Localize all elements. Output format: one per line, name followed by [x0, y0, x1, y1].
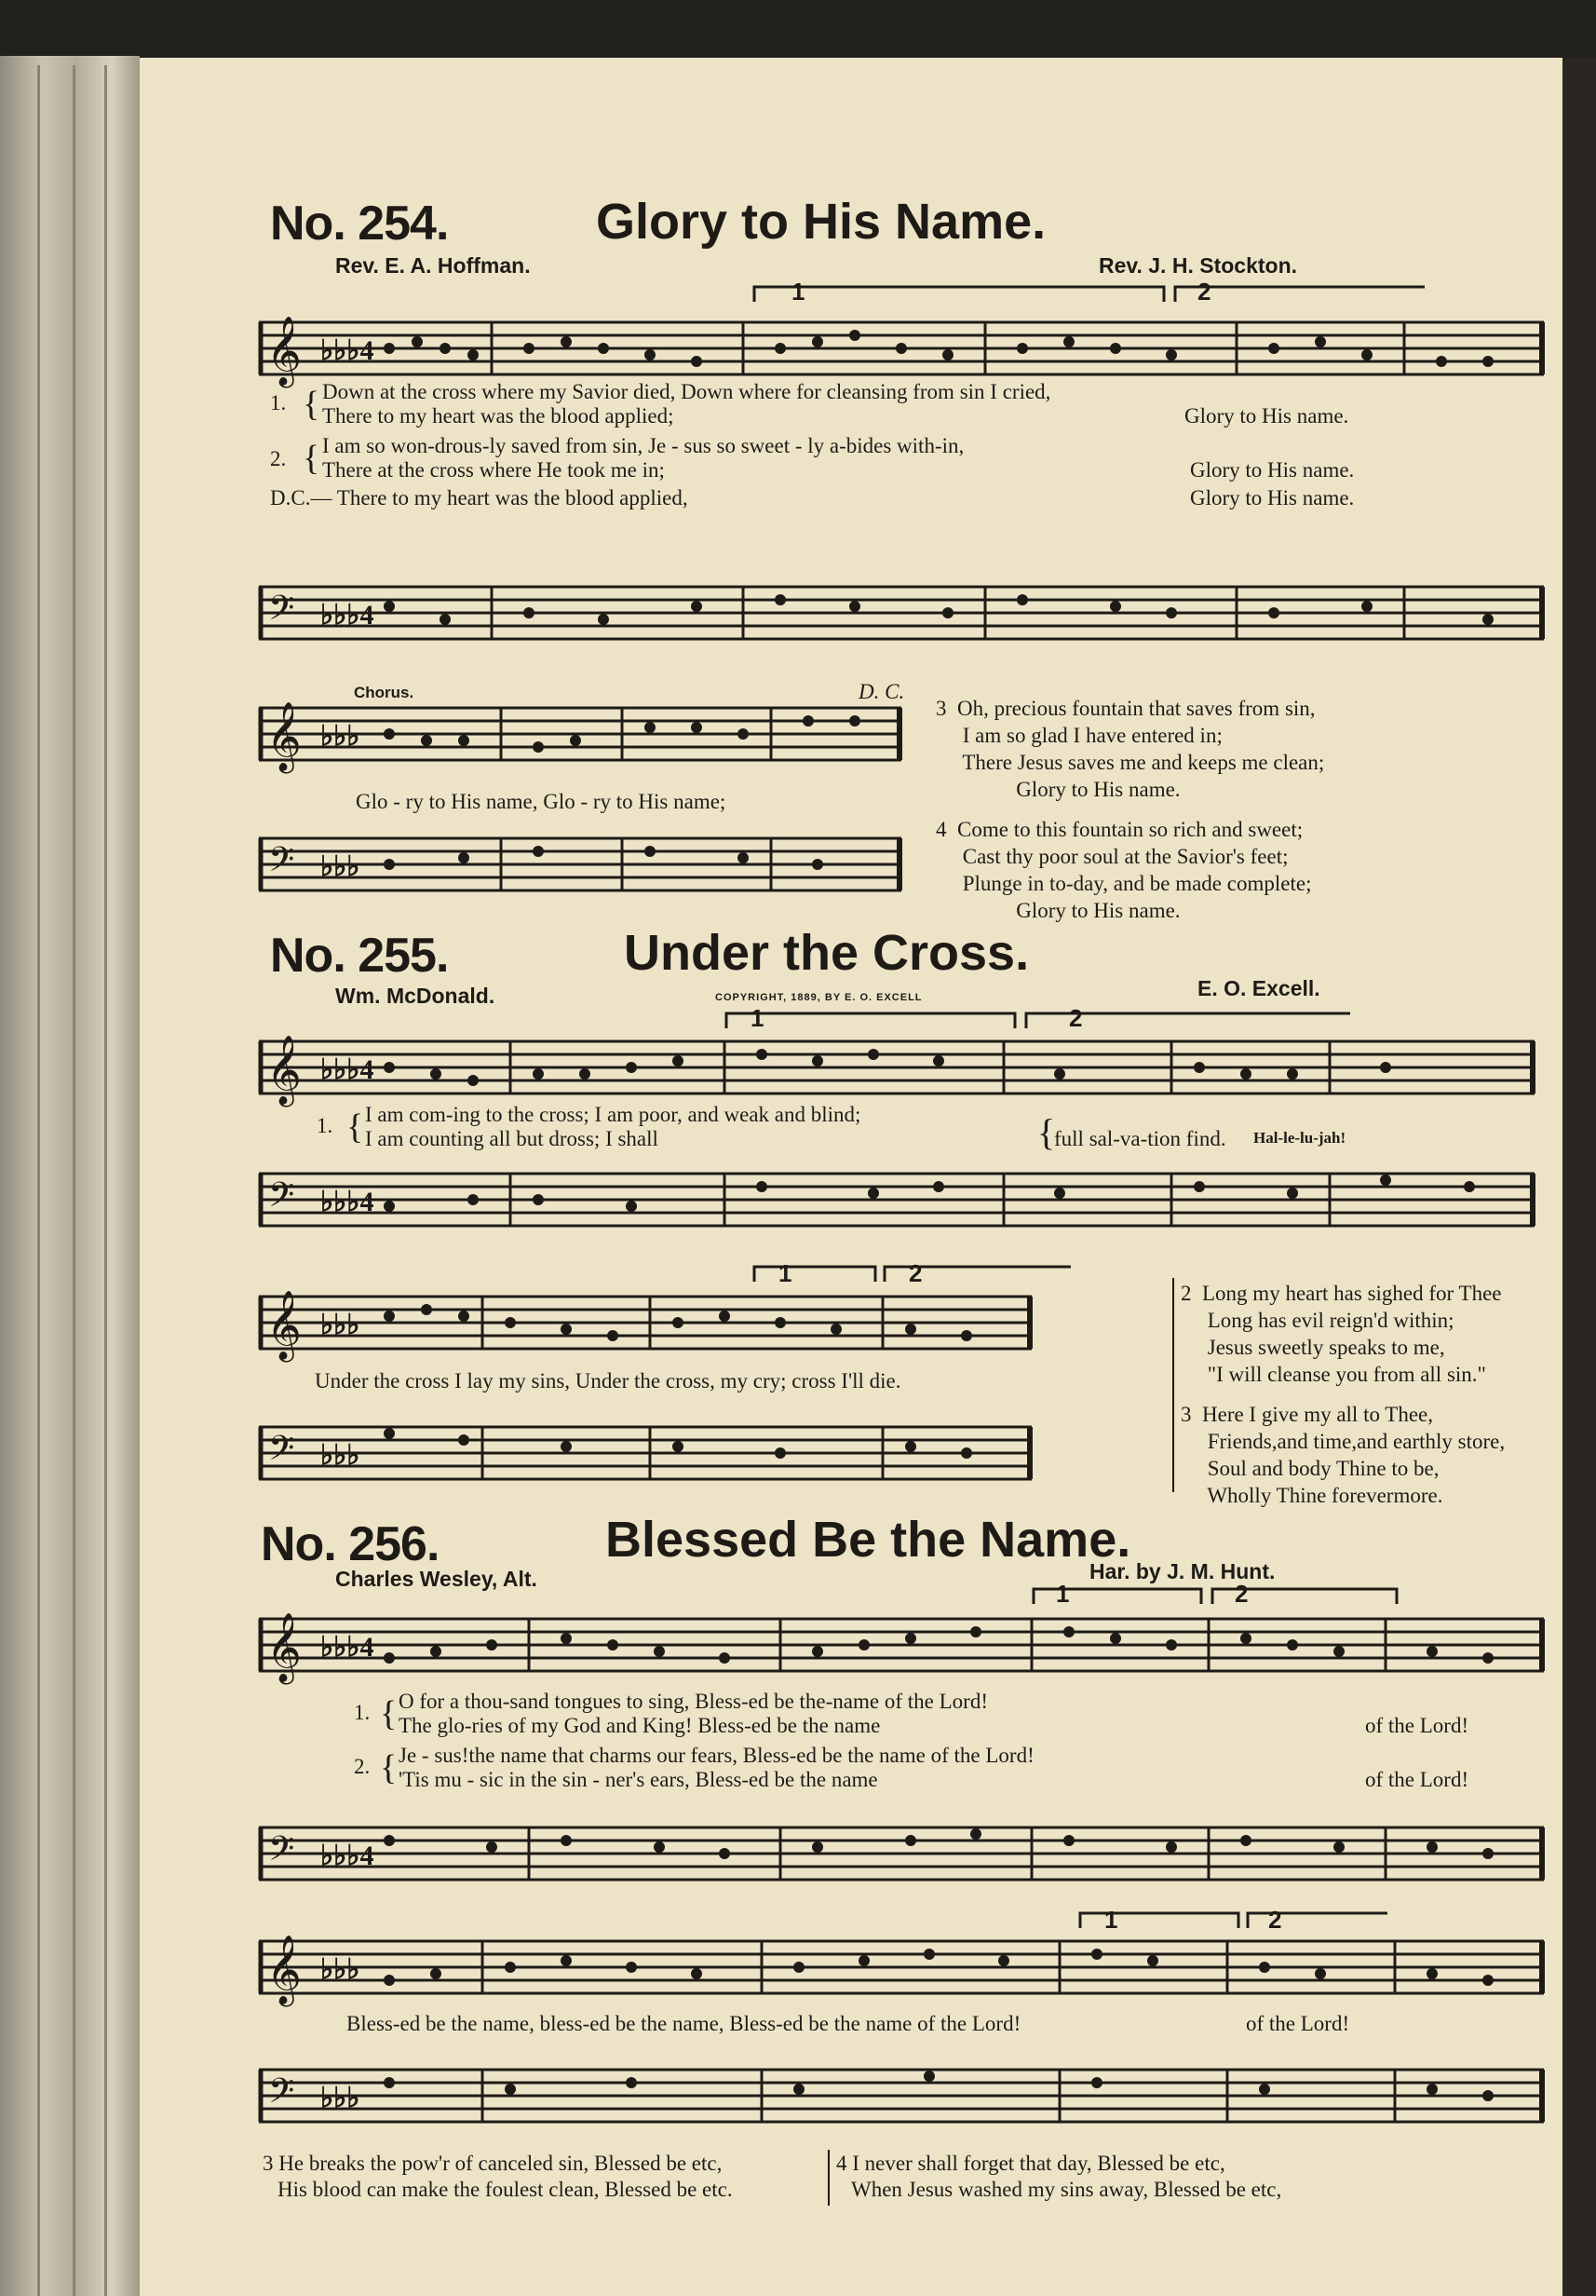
- verse-block: 4 Come to this fountain so rich and sweet; Cast thy poor soul at the Savior's feet; Plunge in to-day, and be made complete; Glory to His name.: [936, 818, 1312, 922]
- verse-lyric: I am so won-drous-ly saved from sin, Je - sus so sweet - ly a-bides with-in,: [322, 434, 965, 457]
- verse-lyric: There at the cross where He took me in;: [322, 458, 665, 482]
- composer-credit: Rev. J. H. Stockton.: [1099, 253, 1298, 278]
- verse-divider: [1171, 1278, 1175, 1492]
- verse-number: 2.: [354, 1755, 371, 1778]
- hallelujah-lyric: Hal-le-lu-jah!: [1253, 1129, 1346, 1147]
- verse-line: 4 I never shall forget that day, Blessed be etc,: [836, 2152, 1225, 2175]
- svg-text:𝄢: 𝄢: [268, 841, 295, 887]
- verse-lyric: I am counting all but dross; I shall: [365, 1127, 658, 1150]
- refrain-ending-lyric: of the Lord!: [1246, 2012, 1350, 2035]
- treble-staff: [259, 315, 1544, 384]
- brace-glyph: {: [303, 439, 320, 478]
- svg-text:♭♭♭: ♭♭♭: [320, 1440, 360, 1471]
- first-ending-mark: 1: [1056, 1580, 1070, 1608]
- verse-number: 1.: [354, 1701, 371, 1724]
- verse-block: 3 Oh, precious fountain that saves from sin, I am so glad I have entered in; There Jesus saves me and keeps me clean; Glory to His name.: [936, 697, 1325, 801]
- copyright-notice: COPYRIGHT, 1889, BY E. O. EXCELL: [715, 992, 923, 1003]
- bass-staff: [259, 579, 1544, 645]
- svg-text:♭♭♭: ♭♭♭: [320, 721, 360, 752]
- verse-lyric: Je - sus!the name that charms our fears, Bless-ed be the name of the Lord!: [399, 1744, 1035, 1767]
- chorus-treble-staff: [259, 700, 901, 769]
- ending-brackets: [1080, 1911, 1536, 1930]
- verse-lyric: I am com-ing to the cross; I am poor, and weak and blind;: [365, 1103, 861, 1126]
- chorus-label: Chorus.: [354, 684, 414, 701]
- bass-staff: [259, 1166, 1535, 1231]
- treble-staff: [259, 1611, 1544, 1680]
- page-edge-line: [37, 65, 40, 2296]
- verse-ending-lyric: Glory to His name.: [1190, 458, 1355, 482]
- verse-block: 3 Here I give my all to Thee, Friends,and time,and earthly store, Soul and body Thine to be, Wholly Thine forevermore.: [1181, 1403, 1506, 1507]
- dc-lyric: D.C.— There to my heart was the blood applied,: [270, 486, 688, 509]
- ending-brackets: [1034, 1587, 1536, 1606]
- first-ending-mark: 1: [751, 1004, 764, 1032]
- svg-text:♭♭♭4: ♭♭♭4: [320, 1632, 374, 1663]
- hymn-number: No. 256.: [261, 1517, 440, 1571]
- chorus-bass-staff: [259, 831, 901, 896]
- svg-text:𝄢: 𝄢: [268, 1430, 295, 1475]
- svg-text:♭♭♭: ♭♭♭: [320, 2083, 360, 2113]
- svg-text:♭♭♭: ♭♭♭: [320, 1310, 360, 1340]
- verse-lyric: There to my heart was the blood applied;: [322, 404, 674, 428]
- svg-text:𝄞: 𝄞: [266, 703, 302, 769]
- second-ending-mark: 2: [909, 1259, 923, 1287]
- brace-glyph: {: [380, 1748, 398, 1787]
- verse-line: 3 He breaks the pow'r of canceled sin, Blessed be etc,: [263, 2152, 723, 2175]
- second-ending-mark: 2: [1235, 1580, 1249, 1608]
- page-stack-edge: [0, 56, 140, 2296]
- composer-credit: E. O. Excell.: [1197, 976, 1320, 1000]
- svg-text:𝄢: 𝄢: [268, 2072, 295, 2118]
- treble-staff: [259, 1289, 1032, 1358]
- svg-text:𝄢: 𝄢: [268, 1176, 295, 1222]
- ending-brackets: [726, 1012, 1350, 1030]
- hymn-title: Blessed Be the Name.: [605, 1512, 1131, 1568]
- svg-text:𝄞: 𝄞: [266, 318, 302, 384]
- svg-text:𝄞: 𝄞: [266, 1614, 302, 1680]
- verse-lyric: O for a thou-sand tongues to sing, Bless-ed be the-name of the Lord!: [399, 1690, 988, 1713]
- bass-staff: [259, 1420, 1032, 1485]
- svg-text:𝄞: 𝄞: [266, 1292, 302, 1358]
- first-ending-mark: 1: [791, 278, 805, 306]
- svg-text:𝄞: 𝄞: [266, 1037, 302, 1103]
- refrain-bass-staff: [259, 2062, 1544, 2127]
- refrain-lyric: Under the cross I lay my sins, Under the cross, my cry; cross I'll die.: [315, 1369, 901, 1393]
- first-ending-mark: 1: [1104, 1906, 1118, 1934]
- verse-lyric: 'Tis mu - sic in the sin - ner's ears, Bless-ed be the name: [399, 1768, 878, 1791]
- svg-text:♭♭♭4: ♭♭♭4: [320, 1187, 374, 1217]
- verse-number: 2.: [270, 447, 287, 470]
- page-edge-line: [104, 65, 107, 2296]
- brace-glyph: {: [303, 385, 320, 424]
- svg-text:𝄢: 𝄢: [268, 590, 295, 635]
- svg-text:♭♭♭4: ♭♭♭4: [320, 600, 374, 631]
- dc-mark: D. C.: [859, 680, 905, 703]
- hymn-number: No. 254.: [270, 197, 449, 251]
- verse-number: 1.: [270, 391, 287, 414]
- treble-staff: [259, 1034, 1535, 1103]
- composer-credit: Har. by J. M. Hunt.: [1089, 1559, 1276, 1583]
- svg-text:♭♭♭4: ♭♭♭4: [320, 335, 374, 366]
- hymnal-page: [140, 58, 1562, 2296]
- ending-brackets: [754, 1265, 1145, 1284]
- verse-ending-lyric: Glory to His name.: [1184, 404, 1349, 428]
- chorus-lyric: Glo - ry to His name, Glo - ry to His name;: [356, 790, 726, 813]
- refrain-treble-staff: [259, 1934, 1544, 2003]
- verse-number: 1.: [317, 1114, 333, 1137]
- verse-lyric: Down at the cross where my Savior died, Down where for cleansing from sin I cried,: [322, 380, 1051, 403]
- svg-text:♭♭♭: ♭♭♭: [320, 1954, 360, 1985]
- svg-text:♭♭♭4: ♭♭♭4: [320, 1054, 374, 1085]
- verse-lyric: The glo-ries of my God and King! Bless-ed be the name: [399, 1714, 881, 1737]
- brace-glyph: {: [1037, 1111, 1056, 1153]
- page-edge-line: [73, 65, 75, 2296]
- refrain-lyric: Bless-ed be the name, bless-ed be the name, Bless-ed be the name of the Lord!: [346, 2012, 1021, 2035]
- bass-staff: [259, 1820, 1544, 1885]
- verse-line: When Jesus washed my sins away, Blessed be etc,: [851, 2178, 1282, 2201]
- hymn-number: No. 255.: [270, 929, 449, 983]
- book-cover-edge: [1562, 58, 1596, 2296]
- lyricist-credit: Charles Wesley, Alt.: [335, 1567, 537, 1591]
- book-binding: [0, 0, 1596, 65]
- verse-divider: [827, 2150, 831, 2206]
- brace-glyph: {: [380, 1694, 398, 1733]
- verse-ending-lyric: of the Lord!: [1365, 1714, 1469, 1737]
- dc-ending-lyric: Glory to His name.: [1190, 486, 1355, 509]
- verse-line: His blood can make the foulest clean, Blessed be etc.: [277, 2178, 733, 2201]
- ending-brackets: [754, 285, 1425, 304]
- svg-text:𝄞: 𝄞: [266, 1936, 302, 2003]
- verse-ending-lyric: of the Lord!: [1365, 1768, 1469, 1791]
- lyricist-credit: Wm. McDonald.: [335, 984, 495, 1008]
- svg-text:♭♭♭: ♭♭♭: [320, 851, 360, 882]
- second-ending-mark: 2: [1268, 1906, 1282, 1934]
- hymn-title: Glory to His Name.: [596, 194, 1047, 250]
- svg-text:𝄢: 𝄢: [268, 1830, 295, 1876]
- verse-ending-lyric: full sal-va-tion find.: [1054, 1127, 1226, 1150]
- svg-text:♭♭♭4: ♭♭♭4: [320, 1841, 374, 1871]
- verse-block: 2 Long my heart has sighed for Thee Long has evil reign'd within; Jesus sweetly speaks to me, "I will cleanse you from all sin.": [1181, 1282, 1502, 1386]
- hymn-title: Under the Cross.: [624, 925, 1030, 981]
- lyricist-credit: Rev. E. A. Hoffman.: [335, 253, 531, 278]
- second-ending-mark: 2: [1197, 278, 1211, 306]
- brace-glyph: {: [346, 1107, 364, 1147]
- first-ending-mark: 1: [778, 1259, 792, 1287]
- second-ending-mark: 2: [1069, 1004, 1083, 1032]
